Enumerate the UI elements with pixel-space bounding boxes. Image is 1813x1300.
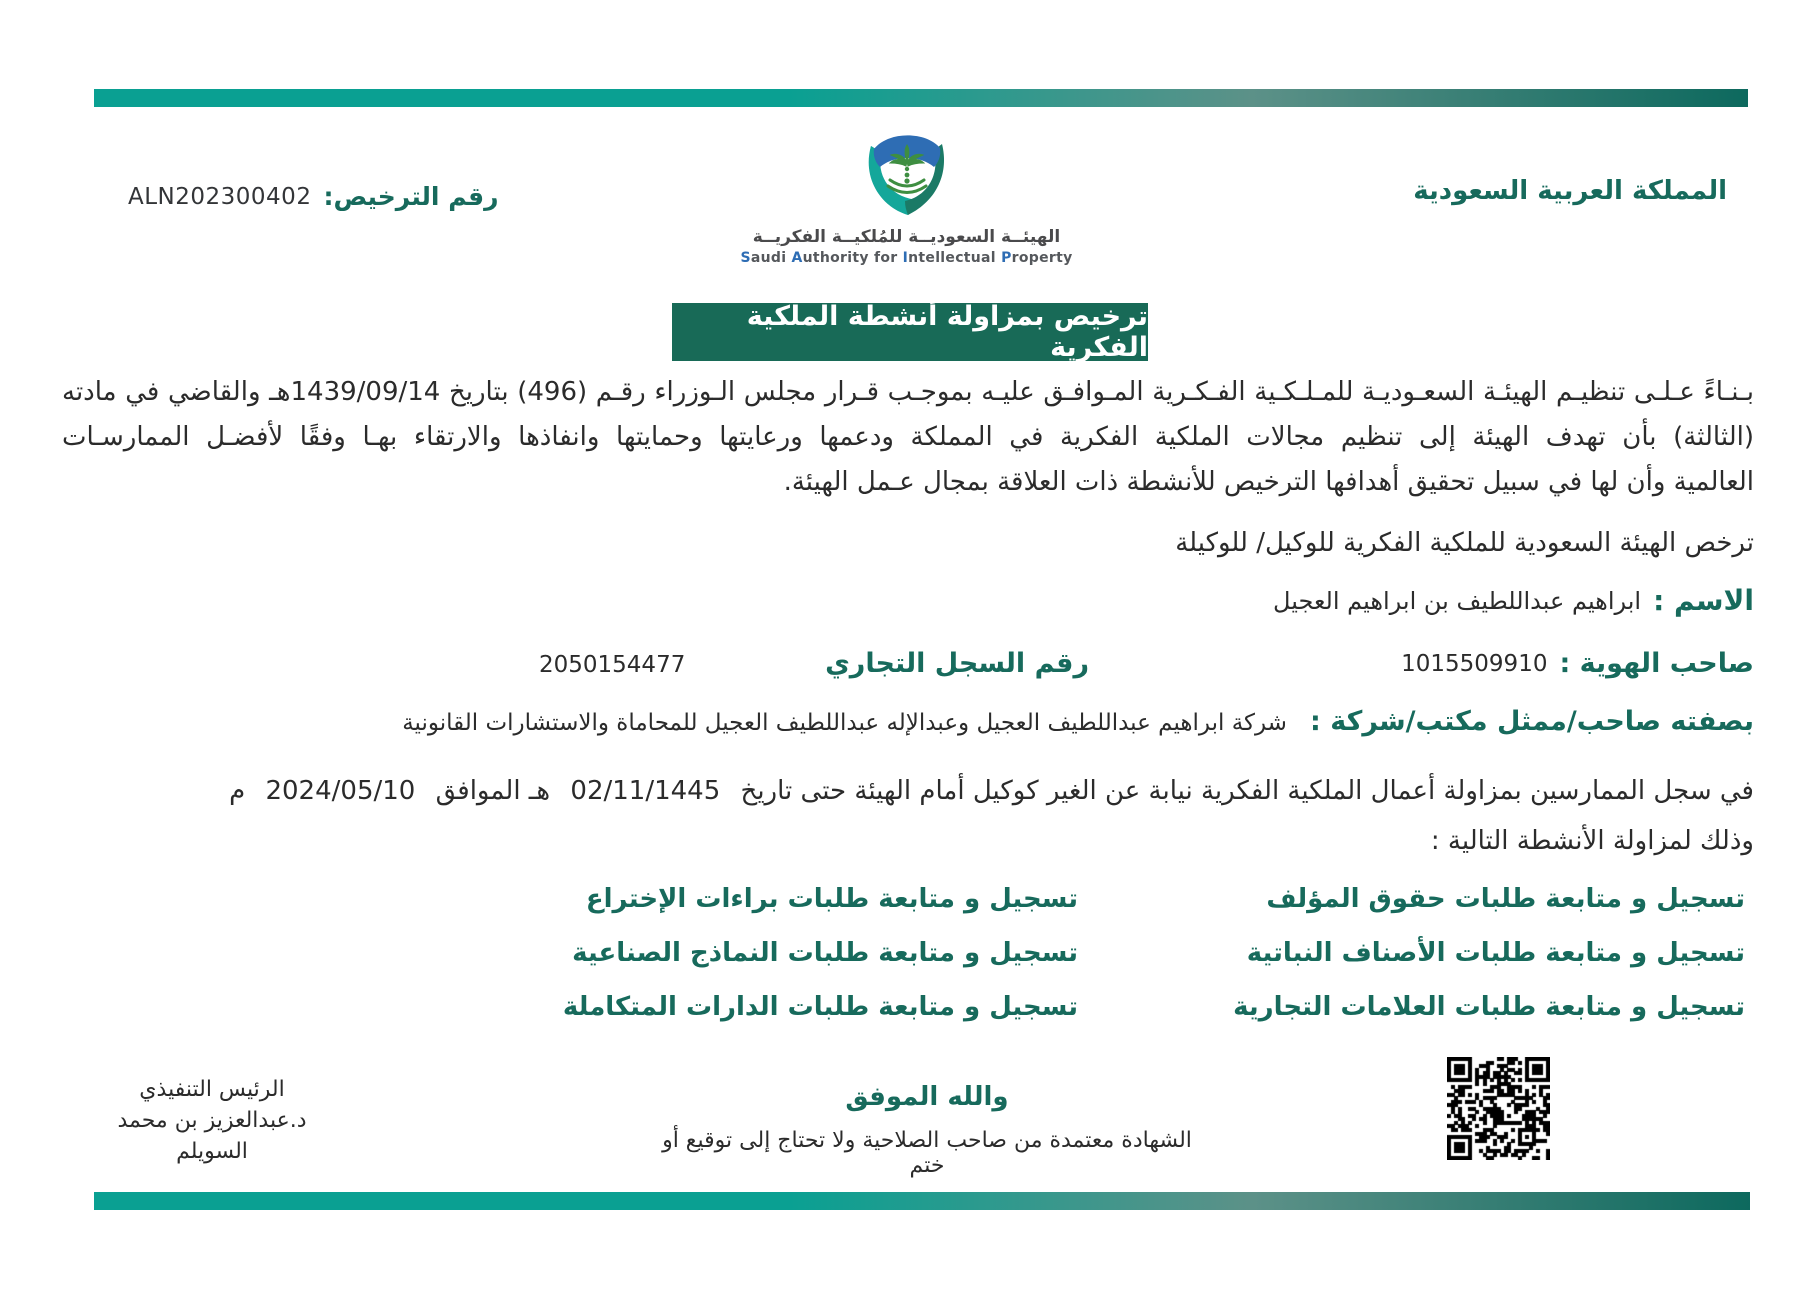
license-number-label: رقم الترخيص: xyxy=(323,182,499,211)
intro-line-3: العالمية وأن لها في سبيل تحقيق أهدافها الترخيص للأنشطة ذات العلاقة بمجال عـمل الهيئة. xyxy=(783,467,1754,497)
capacity-label: بصفته صاحب/ممثل مكتب/شركة : xyxy=(1310,706,1754,737)
registry-text: في سجل الممارسين بمزاولة أعمال الملكية الفكرية نيابة عن الغير كوكيل أمام الهيئة حتى تاريخ xyxy=(740,776,1754,806)
name-label: الاسم : xyxy=(1653,584,1754,617)
hijri-suffix: هـ الموافق xyxy=(435,776,551,806)
intro-paragraph xyxy=(62,370,1754,505)
agent-name-row xyxy=(1273,584,1754,617)
qr-code xyxy=(1447,1057,1550,1160)
capacity-value: شركة ابراهيم عبداللطيف العجيل وعبدالإله عبداللطيف العجيل للمحاماة والاستشارات القانونية xyxy=(402,710,1287,736)
commercial-register-label: رقم السجل التجاري xyxy=(825,648,1089,679)
activity-patents: تسجيل و متابعة طلبات براءات الإختراع xyxy=(585,884,1078,914)
id-value: 1015509910 xyxy=(1401,650,1548,677)
closing-phrase: والله الموفق xyxy=(845,1082,1009,1112)
license-number-block xyxy=(128,182,499,211)
bottom-gradient-bar xyxy=(94,1192,1750,1210)
license-grant-line: ترخص الهيئة السعودية للملكية الفكرية للوكيل/ للوكيلة xyxy=(1175,528,1754,558)
id-number-row xyxy=(1401,648,1754,679)
saip-logo xyxy=(647,122,1167,266)
activity-industrial-designs: تسجيل و متابعة طلبات النماذج الصناعية xyxy=(572,938,1078,968)
hijri-expiry-date: 02/11/1445 xyxy=(570,776,721,806)
activity-trademarks: تسجيل و متابعة طلبات العلامات التجارية xyxy=(1233,992,1745,1022)
no-signature-note: الشهادة معتمدة من صاحب الصلاحية ولا تحتاج إلى توقيع أو ختم xyxy=(662,1128,1192,1178)
logo-org-name-english: Saudi Authority for Intellectual Property xyxy=(740,250,1073,266)
registry-validity-line xyxy=(229,776,1754,806)
license-number-value: ALN202300402 xyxy=(128,183,312,210)
activities-left-column xyxy=(563,872,1078,1034)
gregorian-suffix: م xyxy=(229,776,246,806)
intro-line-1: بـنـاءً عـلـى تنظيـم الهيئـة السعـوديـة للمـلـكـية الفـكـرية المـوافـق عليـه بموجـب قـرار مجلس الـوزراء رقـم (496) بتاريخ 1439/09/14هـ والقاضي في مادته xyxy=(62,377,1754,407)
signatory-name: د.عبدالعزيز بن محمد السويلم xyxy=(117,1108,307,1164)
id-label: صاحب الهوية : xyxy=(1559,648,1754,679)
name-value: ابراهيم عبداللطيف بن ابراهيم العجيل xyxy=(1273,586,1642,615)
top-gradient-bar xyxy=(94,89,1748,107)
gregorian-expiry-date: 2024/05/10 xyxy=(265,776,416,806)
intro-line-2: (الثالثة) بأن تهدف الهيئة إلى تنظيم مجالات الملكية الفكرية في المملكة ودعمها ورعايتها وحمايتها وانفاذها والارتقاء بهـا وفقًا لأفضـل الممارسـات xyxy=(62,422,1754,452)
saip-emblem-icon xyxy=(854,122,960,218)
activity-plant-varieties: تسجيل و متابعة طلبات الأصناف النباتية xyxy=(1246,938,1745,968)
logo-org-name-arabic: الهيئــة السعوديــة للمُلكيــة الفكريــة xyxy=(752,227,1061,247)
kingdom-title: المملكة العربية السعودية xyxy=(1413,176,1727,206)
commercial-register-value: 2050154477 xyxy=(539,652,686,678)
activities-intro-line: وذلك لمزاولة الأنشطة التالية : xyxy=(1430,826,1754,856)
capacity-row xyxy=(300,706,1754,737)
signature-block xyxy=(86,1074,338,1167)
activity-copyright: تسجيل و متابعة طلبات حقوق المؤلف xyxy=(1266,884,1745,914)
activity-integrated-circuits: تسجيل و متابعة طلبات الدارات المتكاملة xyxy=(562,992,1078,1022)
activities-right-column xyxy=(1233,872,1745,1034)
signatory-title: الرئيس التنفيذي xyxy=(139,1077,285,1102)
certificate-title-banner: ترخيص بمزاولة أنشطة الملكية الفكرية xyxy=(672,303,1148,361)
closing-block xyxy=(649,1082,1205,1178)
